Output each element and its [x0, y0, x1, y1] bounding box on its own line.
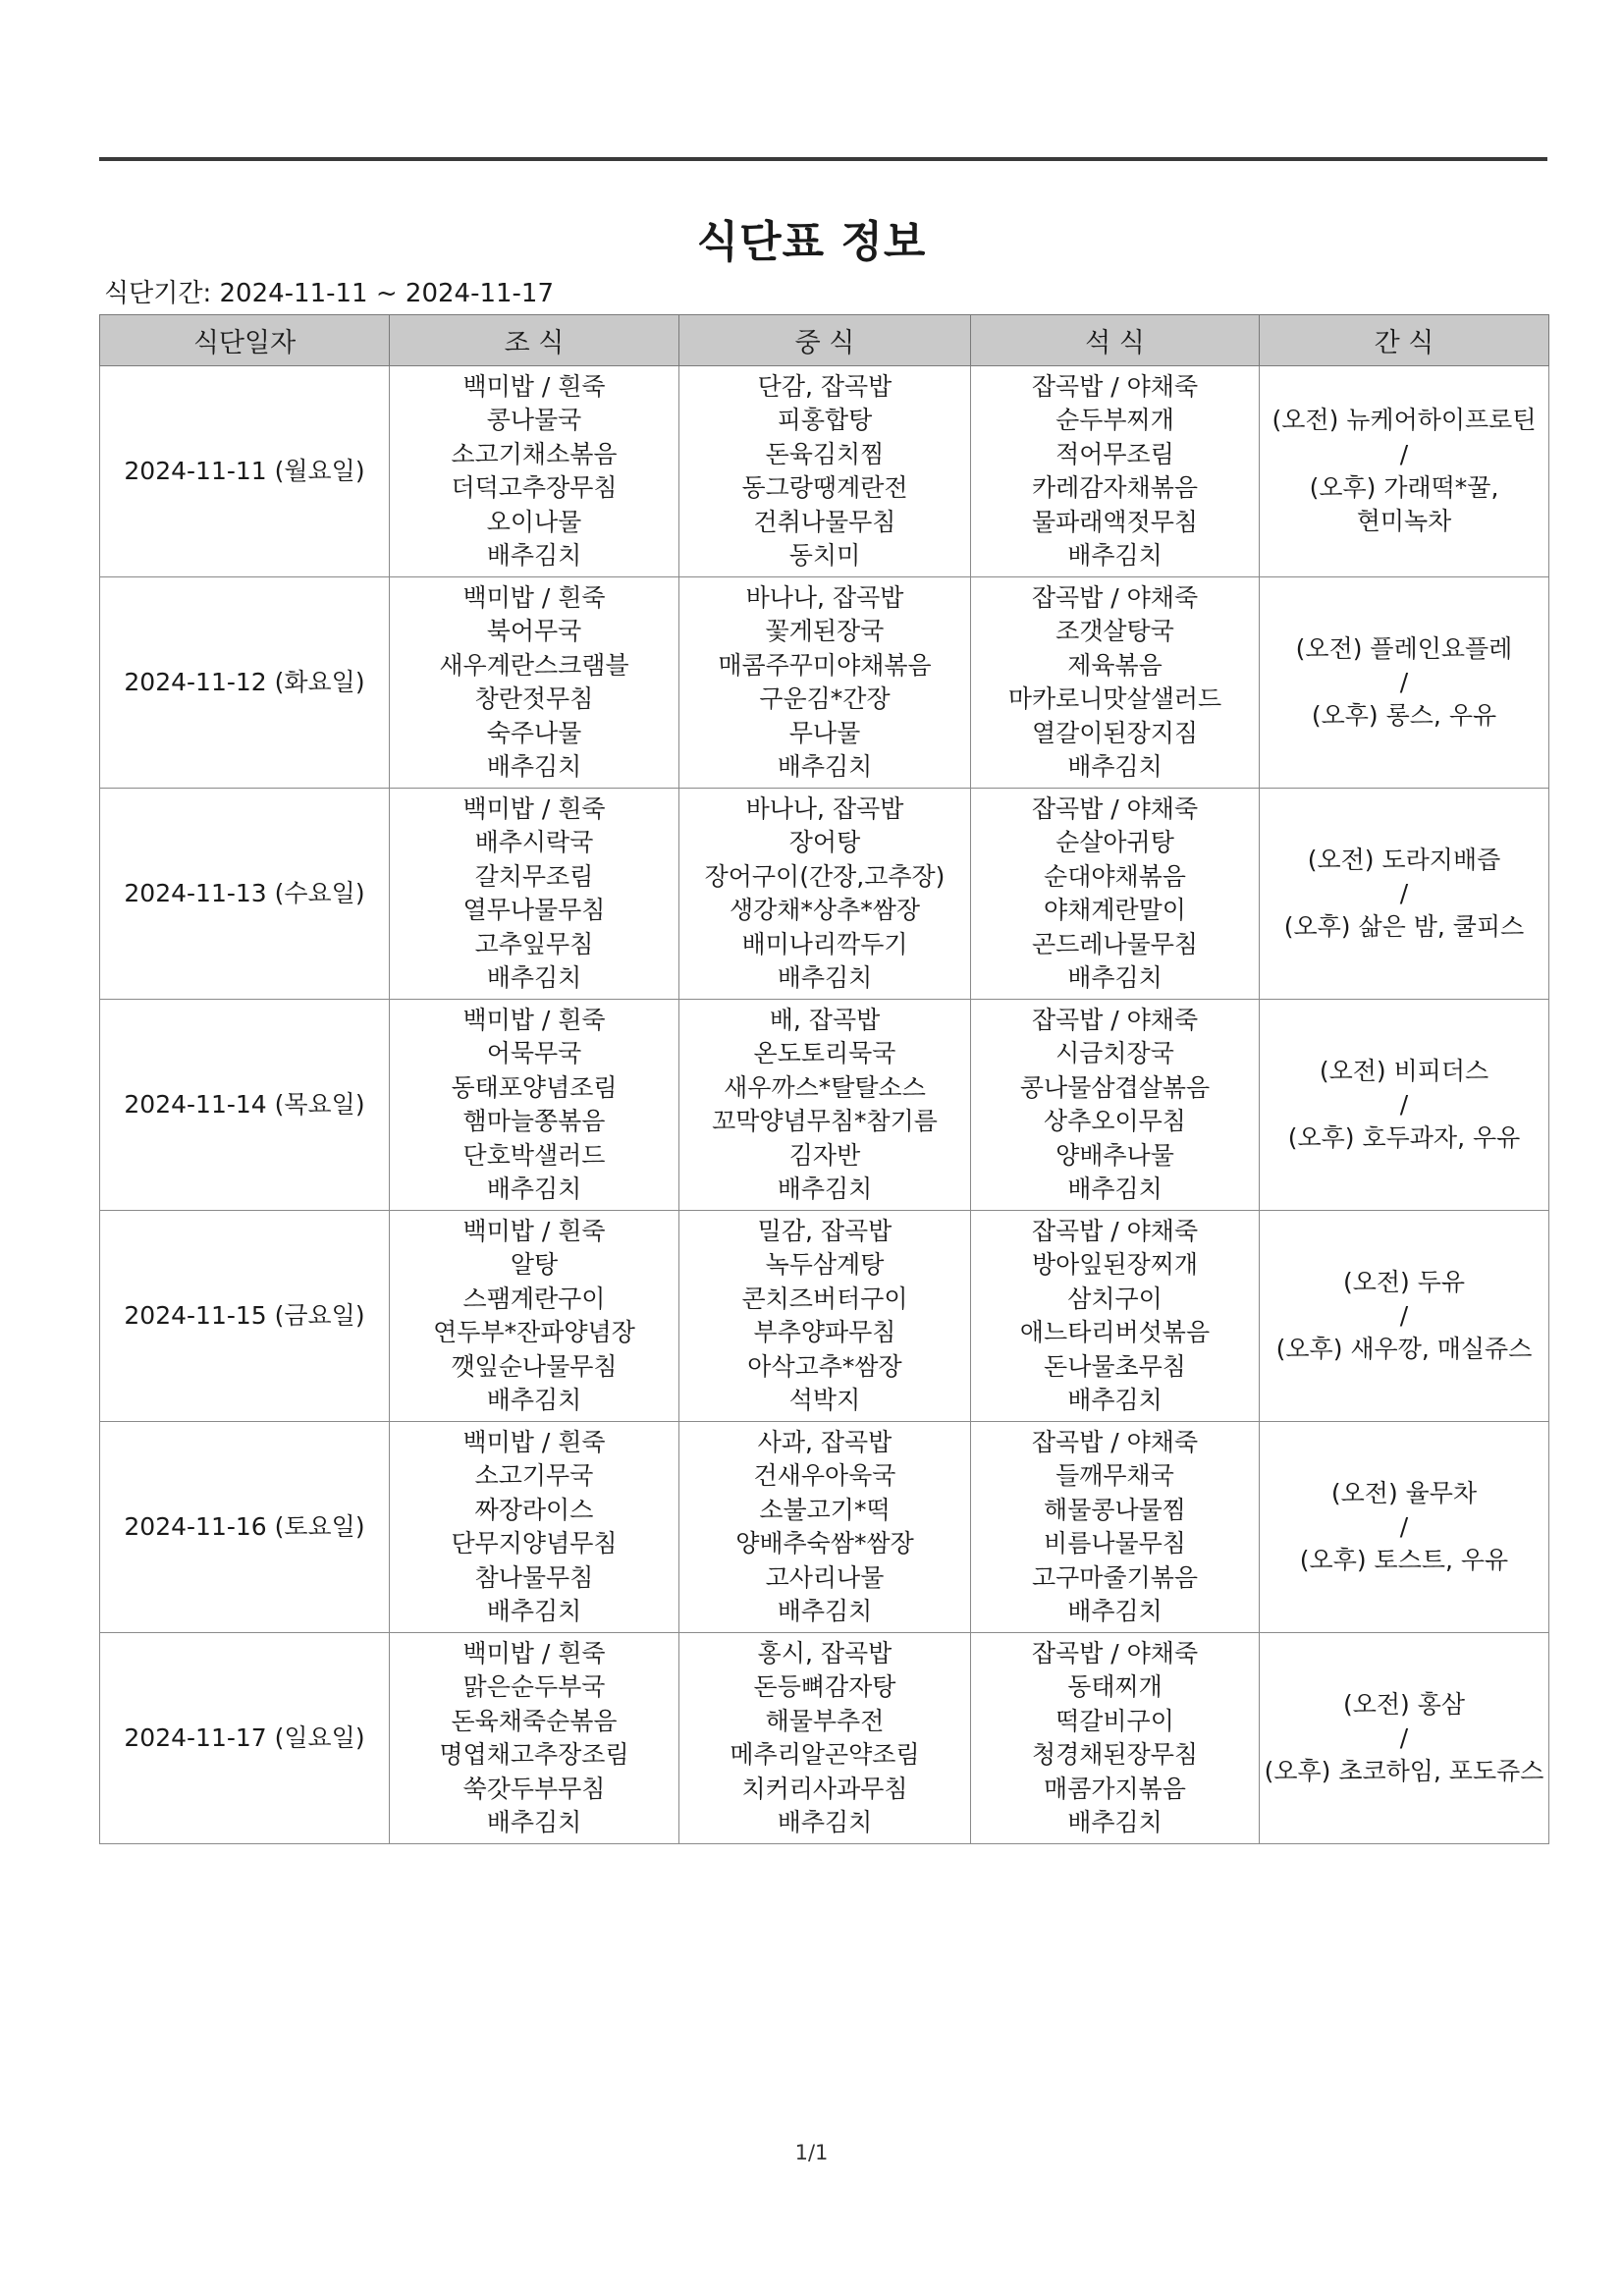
dinner-item: 잡곡밥 / 야채죽 [1031, 1427, 1199, 1456]
snack-separator: / [1399, 439, 1409, 468]
breakfast-cell [390, 789, 679, 1000]
dinner-item: 잡곡밥 / 야채죽 [1031, 582, 1199, 612]
lunch-item: 꽃게된장국 [765, 617, 885, 645]
snack-morning: (오전) 뉴케어하이프로틴 [1271, 406, 1537, 435]
breakfast-item: 쑥갓두부무침 [462, 1774, 606, 1803]
header-date: 식단일자 [100, 315, 390, 366]
breakfast-item: 동태포양념조림 [451, 1072, 618, 1102]
lunch-item: 배추김치 [777, 752, 873, 781]
snack-morning: (오전) 홍삼 [1342, 1689, 1466, 1719]
breakfast-item: 단무지양념무침 [451, 1529, 618, 1558]
table-row [100, 1000, 1549, 1211]
lunch-cell [679, 1422, 971, 1633]
lunch-item: 새우까스*탈탈소스 [724, 1072, 926, 1102]
lunch-item: 돈육김치찜 [765, 439, 885, 468]
breakfast-item: 창란젓무침 [474, 684, 594, 713]
dinner-item: 잡곡밥 / 야채죽 [1031, 1638, 1199, 1667]
breakfast-cell [390, 1000, 679, 1211]
lunch-item: 건새우아욱국 [753, 1461, 896, 1490]
dinner-item: 조갯살탕국 [1055, 617, 1174, 645]
lunch-cell [679, 1000, 971, 1211]
meal-table [99, 314, 1549, 1844]
snack-afternoon: (오후) 토스트, 우유 [1299, 1546, 1509, 1574]
lunch-item: 바나나, 잡곡밥 [745, 793, 904, 823]
date-cell: 2024-11-14 (목요일) [100, 1000, 390, 1211]
snack-morning: (오전) 비피더스 [1319, 1056, 1489, 1085]
snack-separator: / [1399, 1512, 1409, 1541]
dinner-cell [971, 1422, 1260, 1633]
lunch-item: 배추김치 [777, 1175, 873, 1203]
snack-separator: / [1399, 1723, 1409, 1752]
dinner-item: 배추김치 [1067, 1808, 1163, 1836]
dinner-cell [971, 577, 1260, 789]
lunch-item: 단감, 잡곡밥 [757, 371, 893, 401]
lunch-cell [679, 1633, 971, 1844]
breakfast-item: 깻잎순나물무침 [451, 1351, 618, 1381]
dinner-item: 배추김치 [1067, 1175, 1163, 1203]
lunch-item: 온도토리묵국 [753, 1039, 896, 1067]
dinner-item: 고구마줄기볶음 [1031, 1562, 1199, 1592]
snack-cell [1260, 1211, 1549, 1422]
table-row [100, 789, 1549, 1000]
lunch-item: 부추양파무침 [753, 1318, 896, 1346]
breakfast-item: 갈치무조림 [474, 861, 594, 891]
breakfast-cell [390, 1422, 679, 1633]
breakfast-item: 소고기채소볶음 [451, 439, 618, 468]
dinner-item: 동태찌개 [1067, 1672, 1163, 1701]
breakfast-item: 오이나물 [486, 507, 582, 536]
snack-cell [1260, 1633, 1549, 1844]
breakfast-item: 스팸계란구이 [462, 1284, 606, 1313]
dinner-item: 삼치구이 [1067, 1284, 1163, 1313]
date-cell: 2024-11-12 (화요일) [100, 577, 390, 789]
snack-cell [1260, 366, 1549, 577]
breakfast-item: 배추김치 [486, 1808, 582, 1836]
snack-afternoon: (오후) 호두과자, 우유 [1287, 1123, 1521, 1152]
lunch-item: 장어구이(간장,고추장) [704, 861, 946, 891]
dinner-item: 배추김치 [1067, 1386, 1163, 1414]
date-cell: 2024-11-11 (월요일) [100, 366, 390, 577]
dinner-item: 순두부찌개 [1055, 406, 1174, 434]
dinner-item: 잡곡밥 / 야채죽 [1031, 1005, 1199, 1034]
breakfast-item: 더덕고추장무침 [451, 473, 618, 502]
dinner-cell [971, 1211, 1260, 1422]
lunch-item: 소불고기*떡 [759, 1495, 891, 1524]
breakfast-item: 새우계란스크램블 [439, 650, 629, 680]
snack-afternoon: (오후) 롱스, 우유 [1311, 701, 1497, 730]
date-cell: 2024-11-17 (일요일) [100, 1633, 390, 1844]
breakfast-item: 배추김치 [486, 752, 582, 781]
breakfast-cell [390, 1633, 679, 1844]
dinner-item: 방아잎된장찌개 [1031, 1250, 1199, 1279]
snack-morning: (오전) 두유 [1342, 1267, 1466, 1296]
snack-afternoon: 현미녹차 [1356, 507, 1452, 536]
lunch-item: 메추리알곤약조림 [730, 1740, 920, 1769]
breakfast-item: 배추김치 [486, 541, 582, 570]
breakfast-item: 백미밥 / 흰죽 [462, 1427, 606, 1456]
breakfast-item: 백미밥 / 흰죽 [462, 1216, 606, 1245]
snack-morning: (오전) 도라지배즙 [1307, 845, 1501, 874]
breakfast-item: 참나물무침 [474, 1562, 594, 1592]
dinner-item: 배추김치 [1067, 963, 1163, 992]
breakfast-item: 단호박샐러드 [462, 1140, 606, 1170]
lunch-item: 배추김치 [777, 963, 873, 992]
table-row [100, 1633, 1549, 1844]
lunch-item: 녹두삼계탕 [765, 1250, 885, 1279]
breakfast-item: 돈육채죽순볶음 [451, 1706, 618, 1735]
lunch-item: 밀감, 잡곡밥 [757, 1216, 893, 1245]
snack-cell [1260, 1422, 1549, 1633]
dinner-item: 배추김치 [1067, 752, 1163, 781]
date-cell: 2024-11-15 (금요일) [100, 1211, 390, 1422]
lunch-item: 양배추숙쌈*쌈장 [735, 1529, 914, 1558]
snack-morning: (오전) 율무차 [1330, 1478, 1478, 1507]
breakfast-item: 백미밥 / 흰죽 [462, 1638, 606, 1667]
top-rule [99, 157, 1547, 161]
header-dinner: 석 식 [971, 315, 1260, 366]
dinner-item: 매콤가지볶음 [1044, 1774, 1186, 1803]
snack-morning: (오전) 플레인요플레 [1295, 633, 1513, 663]
lunch-item: 장어탕 [788, 828, 861, 856]
breakfast-item: 고추잎무침 [474, 929, 594, 958]
dinner-item: 잡곡밥 / 야채죽 [1031, 371, 1199, 401]
lunch-item: 피홍합탕 [777, 406, 873, 434]
breakfast-item: 숙주나물 [486, 718, 582, 747]
dinner-item: 양배추나물 [1055, 1140, 1174, 1170]
snack-cell [1260, 1000, 1549, 1211]
lunch-item: 꼬막양념무침*참기름 [712, 1107, 938, 1135]
lunch-item: 콘치즈버터구이 [741, 1284, 908, 1313]
dinner-item: 제육볶음 [1067, 650, 1163, 680]
lunch-cell [679, 577, 971, 789]
table-header-row [100, 315, 1549, 366]
lunch-item: 동치미 [788, 541, 861, 570]
dinner-item: 물파래액젓무침 [1031, 507, 1199, 536]
lunch-item: 매콤주꾸미야채볶음 [718, 650, 932, 680]
breakfast-item: 맑은순두부국 [462, 1672, 606, 1701]
lunch-item: 건취나물무침 [753, 507, 896, 536]
page-title: 식단표 정보 [696, 217, 927, 267]
breakfast-item: 백미밥 / 흰죽 [462, 582, 606, 612]
dinner-cell [971, 1633, 1260, 1844]
snack-separator: / [1399, 879, 1409, 907]
dinner-item: 카레감자채볶음 [1031, 473, 1199, 502]
breakfast-item: 명엽채고추장조림 [439, 1740, 629, 1769]
dinner-item: 열갈이된장지짐 [1031, 718, 1199, 747]
lunch-cell [679, 789, 971, 1000]
breakfast-item: 배추김치 [486, 1175, 582, 1203]
dinner-item: 야채계란말이 [1044, 896, 1186, 924]
breakfast-item: 배추시락국 [474, 828, 594, 856]
dinner-item: 배추김치 [1067, 1597, 1163, 1625]
date-cell: 2024-11-13 (수요일) [100, 789, 390, 1000]
breakfast-item: 콩나물국 [486, 406, 582, 434]
breakfast-item: 소고기무국 [474, 1461, 594, 1490]
dinner-item: 청경채된장무침 [1031, 1740, 1199, 1769]
breakfast-cell [390, 1211, 679, 1422]
breakfast-item: 배추김치 [486, 963, 582, 992]
lunch-item: 석박지 [788, 1386, 861, 1414]
header-snack: 간 식 [1260, 315, 1549, 366]
breakfast-item: 백미밥 / 흰죽 [462, 371, 606, 401]
dinner-item: 적어무조림 [1055, 439, 1174, 468]
breakfast-item: 알탕 [510, 1250, 559, 1279]
dinner-item: 해물콩나물찜 [1044, 1495, 1186, 1524]
table-row [100, 1422, 1549, 1633]
breakfast-item: 짜장라이스 [474, 1495, 594, 1524]
lunch-item: 배추김치 [777, 1597, 873, 1625]
lunch-item: 김자반 [788, 1140, 861, 1170]
table-body [100, 366, 1549, 1844]
lunch-cell [679, 1211, 971, 1422]
breakfast-item: 백미밥 / 흰죽 [462, 1005, 606, 1034]
snack-cell [1260, 789, 1549, 1000]
menu-period: 식단기간: 2024-11-11 ~ 2024-11-17 [104, 279, 555, 308]
dinner-cell [971, 1000, 1260, 1211]
dinner-cell [971, 789, 1260, 1000]
snack-afternoon: (오후) 새우깡, 매실쥬스 [1275, 1335, 1533, 1363]
snack-cell [1260, 577, 1549, 789]
lunch-item: 바나나, 잡곡밥 [745, 582, 904, 612]
breakfast-item: 어묵무국 [486, 1039, 582, 1067]
table-row [100, 577, 1549, 789]
snack-separator: / [1399, 1301, 1409, 1330]
dinner-item: 순대야채볶음 [1044, 861, 1186, 891]
dinner-item: 시금치장국 [1055, 1039, 1174, 1067]
dinner-item: 콩나물삼겹살볶음 [1019, 1072, 1211, 1102]
dinner-item: 배추김치 [1067, 541, 1163, 570]
lunch-item: 사과, 잡곡밥 [757, 1427, 893, 1456]
breakfast-item: 햄마늘쫑볶음 [462, 1107, 606, 1135]
breakfast-item: 연두부*잔파양념장 [433, 1318, 635, 1346]
lunch-item: 고사리나물 [765, 1562, 885, 1592]
lunch-item: 배미나리깍두기 [741, 929, 908, 958]
breakfast-item: 북어무국 [486, 617, 582, 645]
dinner-item: 돈나물초무침 [1044, 1351, 1186, 1381]
lunch-item: 치커리사과무침 [741, 1774, 908, 1803]
lunch-item: 홍시, 잡곡밥 [757, 1638, 893, 1667]
header-lunch: 중 식 [679, 315, 971, 366]
table-row [100, 1211, 1549, 1422]
breakfast-item: 배추김치 [486, 1386, 582, 1414]
date-cell: 2024-11-16 (토요일) [100, 1422, 390, 1633]
dinner-item: 들깨무채국 [1055, 1461, 1174, 1490]
page-number: 1/1 [794, 2141, 829, 2164]
lunch-item: 아삭고추*쌈장 [747, 1351, 902, 1381]
dinner-item: 비름나물무침 [1044, 1529, 1186, 1558]
dinner-cell [971, 366, 1260, 577]
dinner-item: 떡갈비구이 [1055, 1706, 1174, 1735]
breakfast-item: 열무나물무침 [462, 896, 606, 924]
lunch-cell [679, 366, 971, 577]
snack-afternoon: (오후) 삶은 밤, 쿨피스 [1283, 912, 1525, 941]
table-row [100, 366, 1549, 577]
breakfast-item: 배추김치 [486, 1597, 582, 1625]
dinner-item: 순살아귀탕 [1055, 828, 1174, 856]
snack-separator: / [1399, 668, 1409, 696]
breakfast-cell [390, 577, 679, 789]
lunch-item: 무나물 [788, 718, 861, 747]
lunch-item: 해물부추전 [765, 1706, 885, 1735]
header-breakfast: 조 식 [390, 315, 679, 366]
dinner-item: 잡곡밥 / 야채죽 [1031, 1216, 1199, 1245]
snack-separator: / [1399, 1090, 1409, 1119]
dinner-item: 마카로니맛살샐러드 [1007, 684, 1222, 713]
dinner-item: 잡곡밥 / 야채죽 [1031, 793, 1199, 823]
lunch-item: 구운김*간장 [759, 684, 891, 713]
lunch-item: 배, 잡곡밥 [769, 1005, 881, 1034]
snack-afternoon: (오후) 초코하임, 포도쥬스 [1264, 1757, 1544, 1785]
lunch-item: 돈등뼈감자탕 [753, 1672, 896, 1701]
breakfast-cell [390, 366, 679, 577]
dinner-item: 애느타리버섯볶음 [1019, 1318, 1211, 1346]
lunch-item: 동그랑땡계란전 [741, 473, 908, 502]
lunch-item: 배추김치 [777, 1808, 873, 1836]
dinner-item: 상추오이무침 [1044, 1107, 1186, 1135]
snack-afternoon: (오후) 가래떡*꿀, [1309, 472, 1499, 502]
lunch-item: 생강채*상추*쌈장 [729, 896, 921, 924]
breakfast-item: 백미밥 / 흰죽 [462, 793, 606, 823]
dinner-item: 곤드레나물무침 [1031, 929, 1199, 958]
